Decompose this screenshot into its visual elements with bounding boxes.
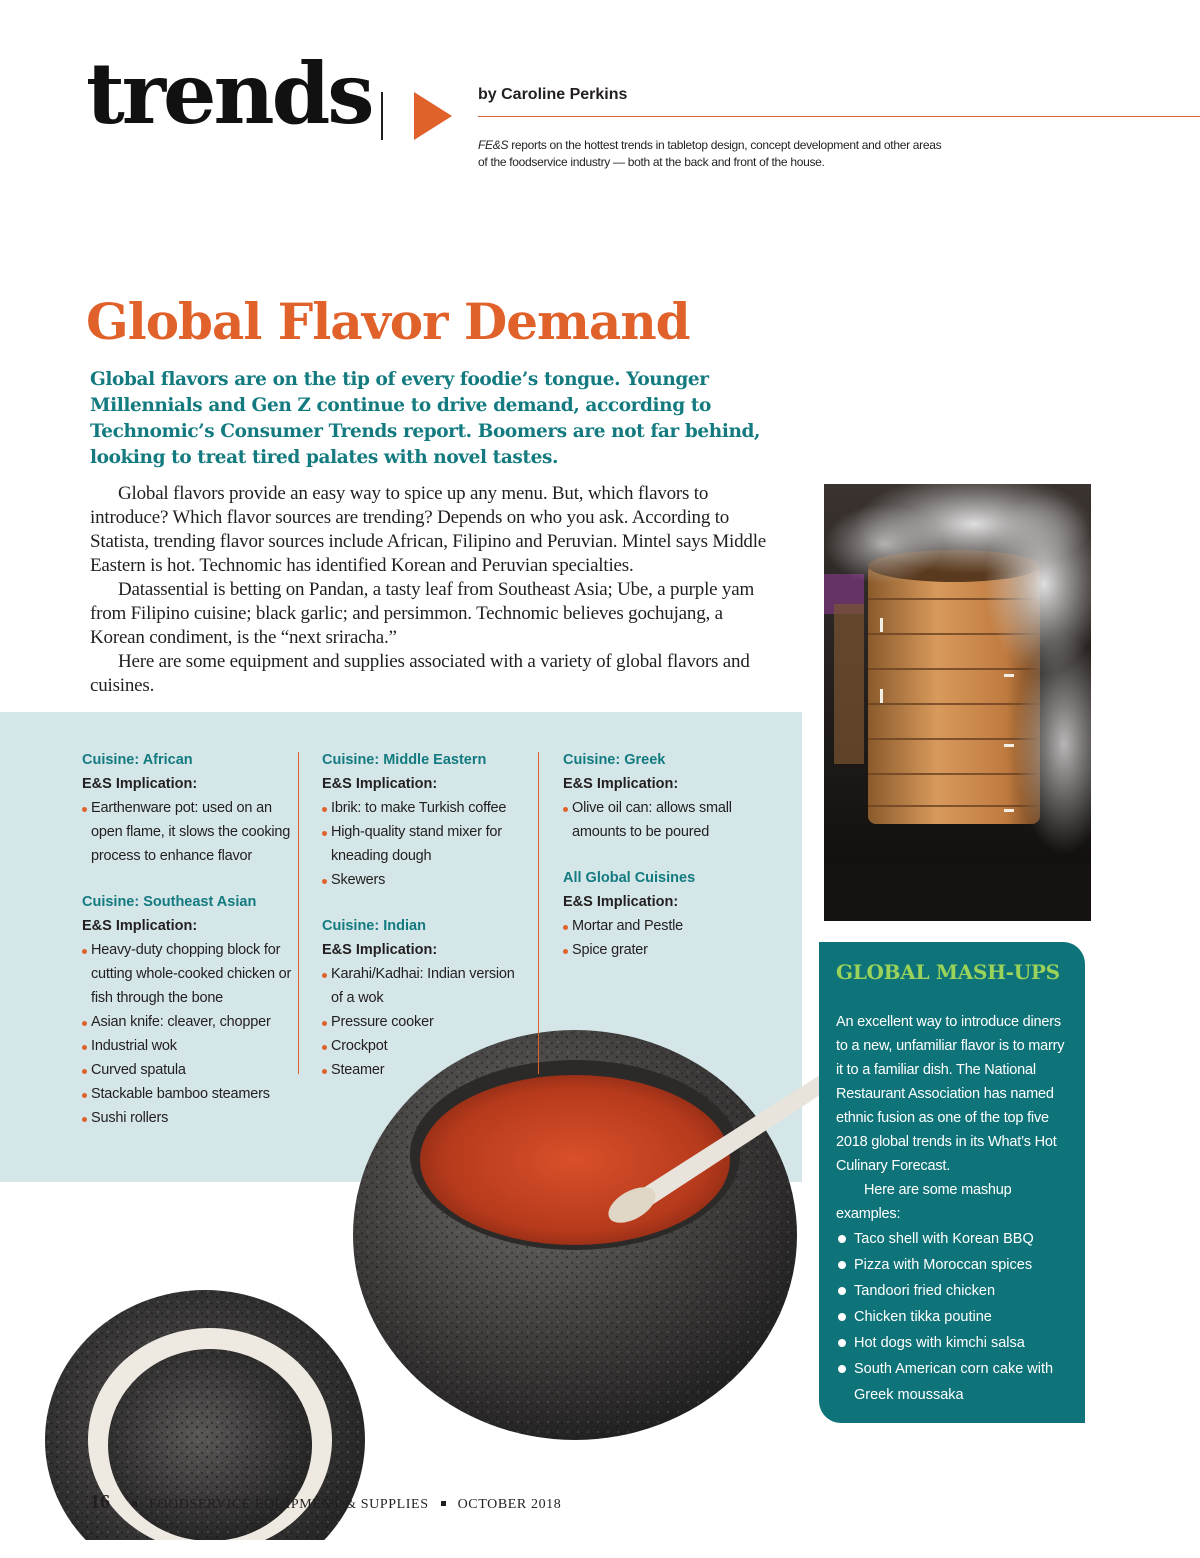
list-item: Spice grater [563, 938, 763, 962]
list-item: Stackable bamboo steamers [82, 1082, 292, 1106]
implication-label: E&S Implication: [322, 776, 438, 792]
list-item: Ibrik: to make Turkish coffee [322, 796, 522, 820]
page-number: 16 [90, 1491, 110, 1513]
cuisine-heading: All Global Cuisines [563, 870, 696, 886]
cuisine-heading: Cuisine: African [82, 752, 193, 768]
issue-date: OCTOBER 2018 [457, 1497, 562, 1512]
implication-label: E&S Implication: [82, 918, 198, 934]
sidebar-title: GLOBAL MASH-UPS [836, 960, 1060, 984]
list-item: Olive oil can: allows small amounts to be poured [563, 796, 763, 844]
list-item: Mortar and Pestle [563, 914, 763, 938]
mashup-item: Taco shell with Korean BBQ [836, 1226, 1081, 1252]
mashup-item: Tandoori fried chicken [836, 1278, 1081, 1304]
body-paragraph-1: Global flavors provide an easy way to spice up any menu. But, which flavors to introduce? Which flavor sources are trending? Depends on who you ask. According to Statista, trending flavor sources include African, Filipino and Peruvian. Mintel says Middle Eastern is hot. Technomic has identified Korean and Peruvian specialties. [90, 483, 767, 576]
implications-column-2 [322, 748, 522, 1082]
intro-rest: reports on the hottest trends in tabletop design, concept development and other areas of the foodservice industry — both at the back and front of the house. [478, 138, 942, 169]
list-item: Heavy-duty chopping block for cutting whole-cooked chicken or fish through the bone [82, 938, 292, 1010]
implications-column-1 [82, 748, 292, 1130]
header-rule [478, 116, 1200, 117]
implication-label: E&S Implication: [563, 894, 679, 910]
sidebar-paragraph: An excellent way to introduce diners to a new, unfamiliar flavor is to marry it to a familiar dish. The National Restaurant Association has named ethnic fusion as one of the top five 2018 global trends in its What’s Hot Culinary Forecast. [836, 1014, 1065, 1174]
body-paragraph-2: Datassential is betting on Pandan, a tasty leaf from Southeast Asia; Ube, a purple yam from Filipino cuisine; black garlic; and persimmon. Technomic believes gochujang, a Korean condiment, is the “next sriracha.” [90, 579, 755, 648]
cuisine-heading: Cuisine: Greek [563, 752, 666, 768]
footer-separator [441, 1501, 446, 1506]
cuisine-heading: Cuisine: Middle Eastern [322, 752, 487, 768]
mashup-list [836, 1226, 1081, 1408]
global-mashups-sidebar [819, 942, 1085, 1423]
list-item: Steamer [322, 1058, 522, 1082]
mashup-item: Pizza with Moroccan spices [836, 1252, 1081, 1278]
article-deck: Global flavors are on the tip of every foodie’s tongue. Younger Millennials and Gen Z continue to drive demand, according to Technomic’s Consumer Trends report. Boomers are not far behind, looking to treat tired palates with novel tastes. [90, 369, 761, 468]
section-label: trends [86, 44, 372, 143]
sidebar-text [836, 1010, 1074, 1226]
list-item: High-quality stand mixer for kneading dough [322, 820, 522, 868]
sidebar-paragraph-2: Here are some mashup examples: [836, 1182, 1012, 1222]
mashup-item: South American corn cake with Greek moussaka [836, 1356, 1081, 1408]
implication-label: E&S Implication: [563, 776, 679, 792]
body-paragraph-3: Here are some equipment and supplies associated with a variety of global flavors and cuisines. [90, 651, 750, 696]
list-item: Pressure cooker [322, 1010, 522, 1034]
intro-italic: FE&S [478, 138, 509, 152]
byline: by Caroline Perkins [478, 86, 628, 103]
page-footer [90, 1491, 561, 1514]
list-item: Curved spatula [82, 1058, 292, 1082]
list-item: Crockpot [322, 1034, 522, 1058]
play-arrow-icon [414, 92, 452, 140]
list-item: Skewers [322, 868, 522, 892]
section-intro [478, 137, 948, 171]
list-item: Karahi/Kadhai: Indian version of a wok [322, 962, 522, 1010]
bamboo-steamer-photo [824, 484, 1091, 921]
footer-separator [132, 1501, 137, 1506]
mashup-item: Chicken tikka poutine [836, 1304, 1081, 1330]
list-item: Sushi rollers [82, 1106, 292, 1130]
column-divider [538, 752, 539, 1074]
mashup-item: Hot dogs with kimchi salsa [836, 1330, 1081, 1356]
article-title: Global Flavor Demand [86, 292, 690, 351]
list-item: Asian knife: cleaver, chopper [82, 1010, 292, 1034]
column-divider [298, 752, 299, 1074]
publication-name: FOODSERVICE EQUIPMENT & SUPPLIES [149, 1497, 429, 1512]
implication-label: E&S Implication: [82, 776, 198, 792]
cuisine-heading: Cuisine: Southeast Asian [82, 894, 257, 910]
list-item: Earthenware pot: used on an open flame, it slows the cooking process to enhance flavor [82, 796, 292, 868]
implications-column-3 [563, 748, 763, 962]
cuisine-heading: Cuisine: Indian [322, 918, 426, 934]
implication-label: E&S Implication: [322, 942, 438, 958]
list-item: Industrial wok [82, 1034, 292, 1058]
header-divider [381, 92, 383, 140]
